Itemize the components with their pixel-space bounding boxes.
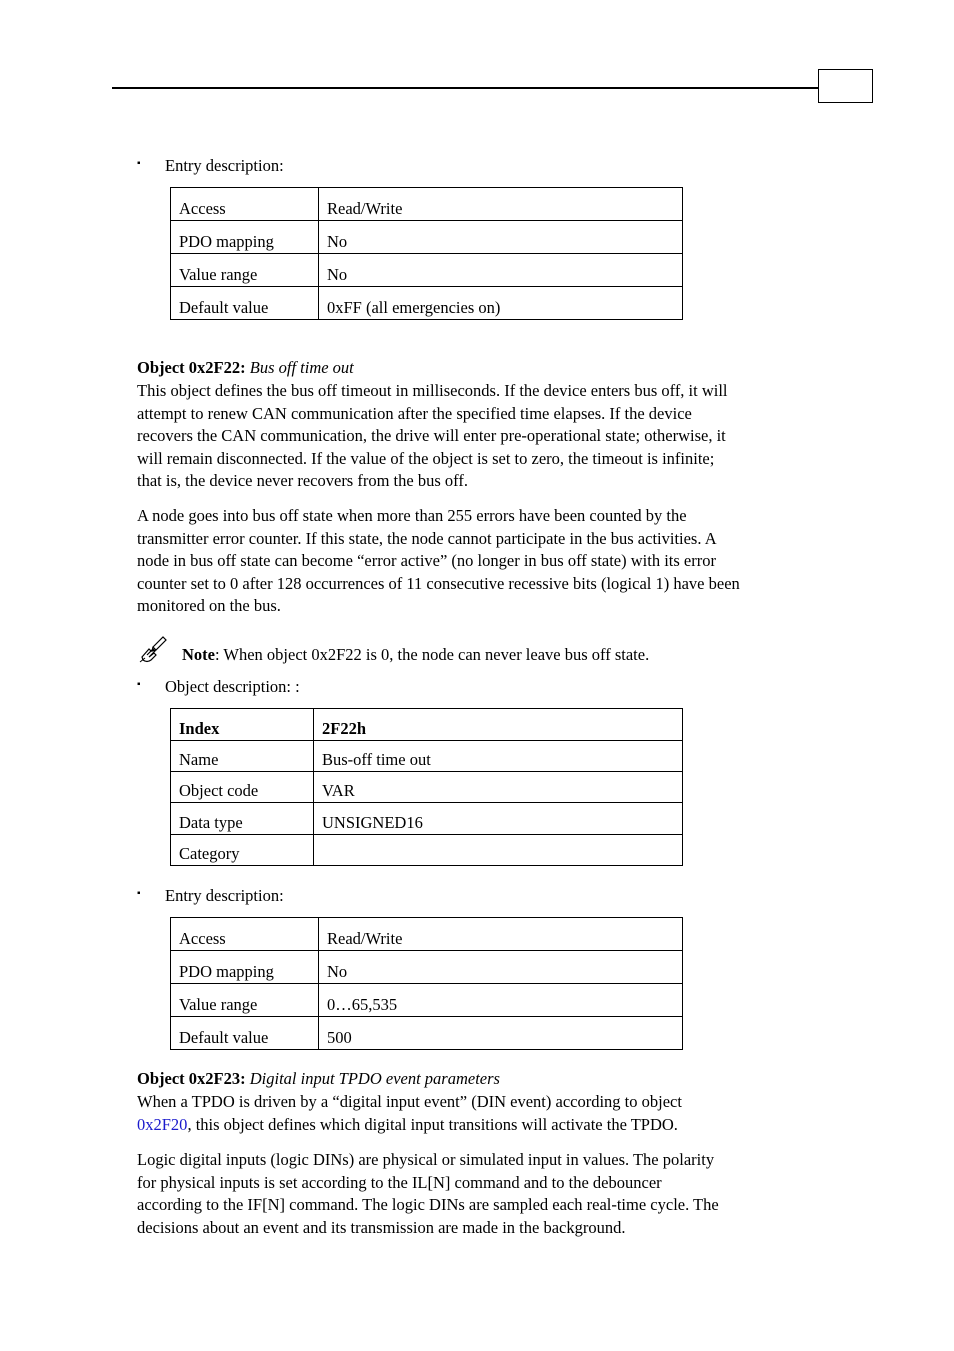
paragraph-line: transmitter error counter. If this state, the node cannot participate in the bus activities. A bbox=[137, 528, 717, 548]
paragraph-line: monitored on the bus. bbox=[137, 596, 281, 615]
square-bullet-icon: ▪ bbox=[137, 679, 141, 690]
table-row bbox=[171, 741, 683, 772]
table-row bbox=[171, 772, 683, 803]
table-row bbox=[171, 918, 683, 951]
paragraph-line: This object defines the bus off timeout in milliseconds. If the device enters bus off, it will bbox=[137, 381, 728, 400]
header-rule bbox=[112, 87, 818, 89]
table-cell bbox=[314, 835, 683, 866]
table-cell: Access bbox=[171, 918, 319, 951]
paragraph-line: node in bus off state can become “error active” (no longer in bus off state) with its error bbox=[137, 551, 716, 570]
table-cell: UNSIGNED16 bbox=[314, 803, 683, 835]
table-row bbox=[171, 188, 683, 221]
entry-description-label: Entry description: bbox=[165, 156, 284, 175]
paragraph-line: A node goes into bus off state when more than 255 errors have been counted by the bbox=[137, 506, 687, 525]
table-cell: Value range bbox=[171, 984, 319, 1017]
table-cell: Access bbox=[171, 188, 319, 221]
object-2f23-heading-bold: Object 0x2F23: bbox=[137, 1069, 246, 1088]
table-cell: PDO mapping bbox=[171, 951, 319, 984]
table-cell: PDO mapping bbox=[171, 221, 319, 254]
table-cell: Object code bbox=[171, 772, 314, 803]
table-cell: Data type bbox=[171, 803, 314, 835]
object-2f22-heading-italic: Bus off time out bbox=[249, 358, 354, 377]
table-cell: No bbox=[319, 221, 683, 254]
paragraph-line: decisions about an event and its transmission are made in the background. bbox=[137, 1217, 626, 1237]
paragraph-line: counter set to 0 after 128 occurrences of 11 consecutive recessive bits (logical 1) have been bbox=[137, 573, 740, 593]
table-cell: 0…65,535 bbox=[319, 984, 683, 1017]
table-cell: No bbox=[319, 951, 683, 984]
entry-description-table-2 bbox=[170, 917, 683, 1050]
table-cell: No bbox=[319, 254, 683, 287]
object-description-label: Object description: : bbox=[165, 677, 300, 696]
table-cell: Value range bbox=[171, 254, 319, 287]
paragraph-line: for physical inputs is set according to the IL[N] command and to the debouncer bbox=[137, 1172, 662, 1192]
paragraph-line: that is, the device never recovers from the bus off. bbox=[137, 471, 468, 490]
paragraph-line: recovers the CAN communication, the drive will enter pre-operational state; otherwise, it bbox=[137, 426, 726, 445]
table-cell: 0xFF (all emergencies on) bbox=[319, 287, 683, 320]
note-hand-icon bbox=[139, 635, 169, 665]
object-2f23-paragraph-1 bbox=[137, 1091, 827, 1136]
table-cell: Default value bbox=[171, 1017, 319, 1050]
object-description-table bbox=[170, 708, 683, 866]
note-label: Note bbox=[182, 645, 215, 664]
table-row bbox=[171, 221, 683, 254]
table-row bbox=[171, 803, 683, 835]
page-number-box bbox=[818, 69, 873, 103]
object-2f23-heading bbox=[137, 1069, 500, 1089]
table-row bbox=[171, 254, 683, 287]
paragraph-line-text: , this object defines which digital input transitions will activate the TPDO. bbox=[187, 1114, 678, 1134]
paragraph-line bbox=[137, 1114, 827, 1137]
table-cell: Default value bbox=[171, 287, 319, 320]
square-bullet-icon: ▪ bbox=[137, 158, 141, 169]
paragraph-line: attempt to renew CAN communication after the specified time elapses. If the device bbox=[137, 403, 692, 423]
table-cell: Bus-off time out bbox=[314, 741, 683, 772]
paragraph-line: according to the IF[N] command. The logic DINs are sampled each real-time cycle. The bbox=[137, 1195, 719, 1214]
table-row bbox=[171, 287, 683, 320]
table-row bbox=[171, 1017, 683, 1050]
paragraph-line: When a TPDO is driven by a “digital input event” (DIN event) according to object bbox=[137, 1092, 682, 1111]
object-2f23-heading-italic: Digital input TPDO event parameters bbox=[249, 1069, 500, 1088]
table-cell: 500 bbox=[319, 1017, 683, 1050]
table-cell: Category bbox=[171, 835, 314, 866]
table-cell: Read/Write bbox=[319, 918, 683, 951]
table-row bbox=[171, 709, 683, 741]
table-cell: VAR bbox=[314, 772, 683, 803]
table-row bbox=[171, 835, 683, 866]
table-row bbox=[171, 951, 683, 984]
table-cell: Name bbox=[171, 741, 314, 772]
object-0x2f20-link[interactable]: 0x2F20 bbox=[137, 1114, 188, 1134]
object-2f22-heading bbox=[137, 358, 354, 378]
paragraph-line: will remain disconnected. If the value of the object is set to zero, the timeout is infinite; bbox=[137, 448, 715, 468]
entry-description-label: Entry description: bbox=[165, 886, 284, 905]
note-body: : When object 0x2F22 is 0, the node can never leave bus off state. bbox=[214, 645, 650, 664]
table-cell: Read/Write bbox=[319, 188, 683, 221]
object-2f22-paragraph-1 bbox=[137, 380, 827, 493]
object-2f22-paragraph-2 bbox=[137, 505, 827, 618]
table-header-cell: 2F22h bbox=[314, 709, 683, 741]
table-header-cell: Index bbox=[171, 709, 314, 741]
note-text bbox=[182, 644, 649, 666]
table-row bbox=[171, 984, 683, 1017]
square-bullet-icon: ▪ bbox=[137, 888, 141, 899]
entry-description-table-1 bbox=[170, 187, 683, 320]
object-2f22-heading-bold: Object 0x2F22: bbox=[137, 358, 246, 377]
object-2f23-paragraph-2 bbox=[137, 1149, 827, 1239]
paragraph-line: Logic digital inputs (logic DINs) are physical or simulated input in values. The polarity bbox=[137, 1150, 715, 1169]
